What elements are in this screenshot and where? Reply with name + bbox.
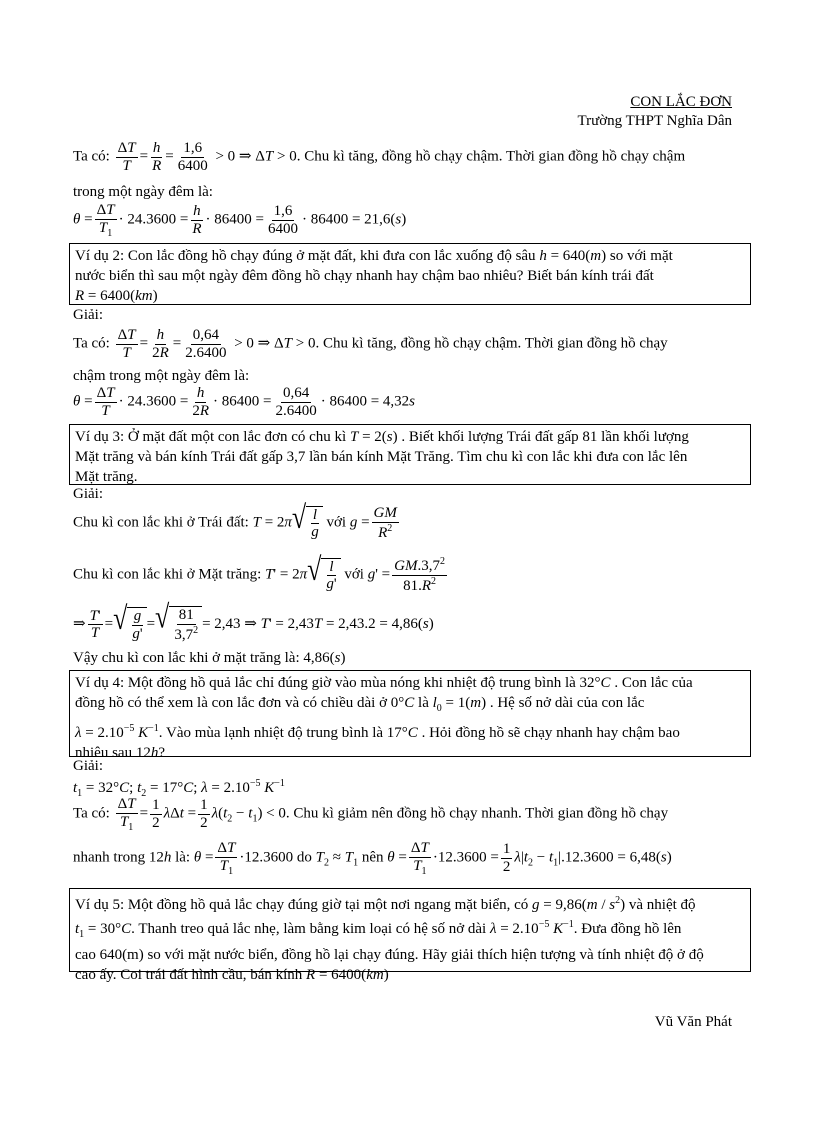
author-name: Vũ Văn Phát: [654, 1014, 732, 1030]
solution-label: Giải:: [73, 758, 103, 774]
equation-theta-4: nhanh trong 12h là: θ = $\frac{\Delta T}{T_1}$ ·12.3600 do $T_2 \approx T_1$ nên θ = $\frac{\Delta T}{T_1}$ ·12.3600 = $\frac{1}{2}$ $\lambda|t_2 - t_1|.12.3600 = 6,48(s)$: [73, 840, 672, 877]
conclusion-line: Vậy chu kì con lắc khi ở mặt trăng là: 4,86(s): [73, 650, 346, 666]
page-title: CON LẮC ĐƠN: [630, 94, 732, 110]
example-4-box: Ví dụ 4: Một đồng hồ quả lắc chỉ đúng giờ vào mùa nóng khi nhiệt độ trung bình là 32°C . Con lắc của đồng hồ có thể xem là con lắc đơn và có chiều dài ở 0°C là $l_0 = 1(m)$ . Hệ số nở dài của con lắc $\lambda = 2.10^{-5}$ $K^{-1}$. Vào mùa lạnh nhiệt độ trung bình là 17°C . Hỏi đồng hồ sẽ chạy nhanh hay chậm bao nhiêu sau 12h?: [69, 670, 751, 757]
solution-label: Giải:: [73, 486, 103, 502]
equation-ratio-3: ⇒ $\frac{T'}{T}$ = √ $\frac{g}{g'}$ = √ $\frac{81}{3,7^2}$ = 2,43 ⇒ T' = 2,43T = 2,43.2 = 4,86(s): [73, 598, 434, 643]
equation-period-moon: Chu kì con lắc khi ở Mặt trăng: T' = 2π √ $\frac{l}{g'}$ với g' = $\frac{GM.3,7^2}{81.R^2}$: [73, 550, 445, 594]
equation-ratio-2: Ta có: $\frac{\Delta T}{T}$ = $\frac{h}{2R}$ = $\frac{0,64}{2.6400}$ > 0 ⇒ ΔT > 0. Chu kì tăng, đồng hồ chạy chậm. Thời gian đồng hồ chạy: [73, 327, 668, 361]
equation-ratio-1: Ta có: $\frac{\Delta T}{T}$ = $\frac{h}{R}$ = $\frac{1,6}{6400}$ > 0 ⇒ ΔT > 0. Chu kì tăng, đồng hồ chạy chậm. Thời gian đồng hồ chạy chậm: [73, 140, 686, 174]
school-name: Trường THPT Nghĩa Dân: [577, 113, 732, 129]
equation-theta-2: θ = $\frac{\Delta T}{T}$ · 24.3600 = $\frac{h}{2R}$ · 86400 = $\frac{0,64}{2.6400}$ · 86400 = 4,32s: [73, 385, 416, 419]
solution-label: Giải:: [73, 307, 103, 323]
example-5-box: Ví dụ 5: Một đồng hồ quả lắc chạy đúng giờ tại một nơi ngang mặt biển, có $g = 9,86(m / s^2)$ và nhiệt độ $t_1 = 30^\circ C$. Thanh treo quả lắc nhẹ, làm bằng kim loại có hệ số nở dài $\lambda = 2.10^{-5}$ $K^{-1}$. Đưa đồng hồ lên cao 640(m) so với mặt nước biển, đồng hồ lại chạy đúng. Hãy giải thích hiện tượng và tính nhiệt độ ở độ cao ấy. Coi trái đất hình cầu, bán kính R = 6400(km): [69, 888, 751, 972]
example-2-box: Ví dụ 2: Con lắc đồng hồ chạy đúng ở mặt đất, khi đưa con lắc xuống độ sâu h = 640(m) so với mặt nước biển thì sau một ngày đêm đồng hồ chạy nhanh hay chậm bao nhiêu? Biết bán kính trái đất R = 6400(km): [69, 243, 751, 305]
given-values: $t_1 = 32^\circ C$; $t_2 = 17^\circ C$; $\lambda = 2.10^{-5}$ $K^{-1}$: [73, 778, 285, 799]
example-3-box: Ví dụ 3: Ở mặt đất một con lắc đơn có chu kì T = 2(s) . Biết khối lượng Trái đất gấp 81 lần khối lượng Mặt trăng và bán kính Trái đất gấp 3,7 lần bán kính Mặt Trăng. Tìm chu kì con lắc khi đưa con lắc lên Mặt trăng.: [69, 424, 751, 485]
equation-period-earth: Chu kì con lắc khi ở Trái đất: T = 2π √ $\frac{l}{g}$ với g = $\frac{GM}{R^2}$: [73, 498, 397, 541]
text-line: chậm trong một ngày đêm là:: [73, 368, 250, 384]
equation-ratio-4: Ta có: $\frac{\Delta T}{T_1}$ = $\frac{1}{2}$ λΔt = $\frac{1}{2}$ $\lambda(t_2 - t_1) < 0$. Chu kì giảm nên đồng hồ chạy nhanh. Thời gian đồng hồ chạy: [73, 796, 669, 833]
text-line: trong một ngày đêm là:: [73, 184, 213, 200]
equation-theta-1: θ = $\frac{\Delta T}{T_1}$ · 24.3600 = $\frac{h}{R}$ · 86400 = $\frac{1,6}{6400}$ · 86400 = 21,6(s): [73, 202, 407, 239]
